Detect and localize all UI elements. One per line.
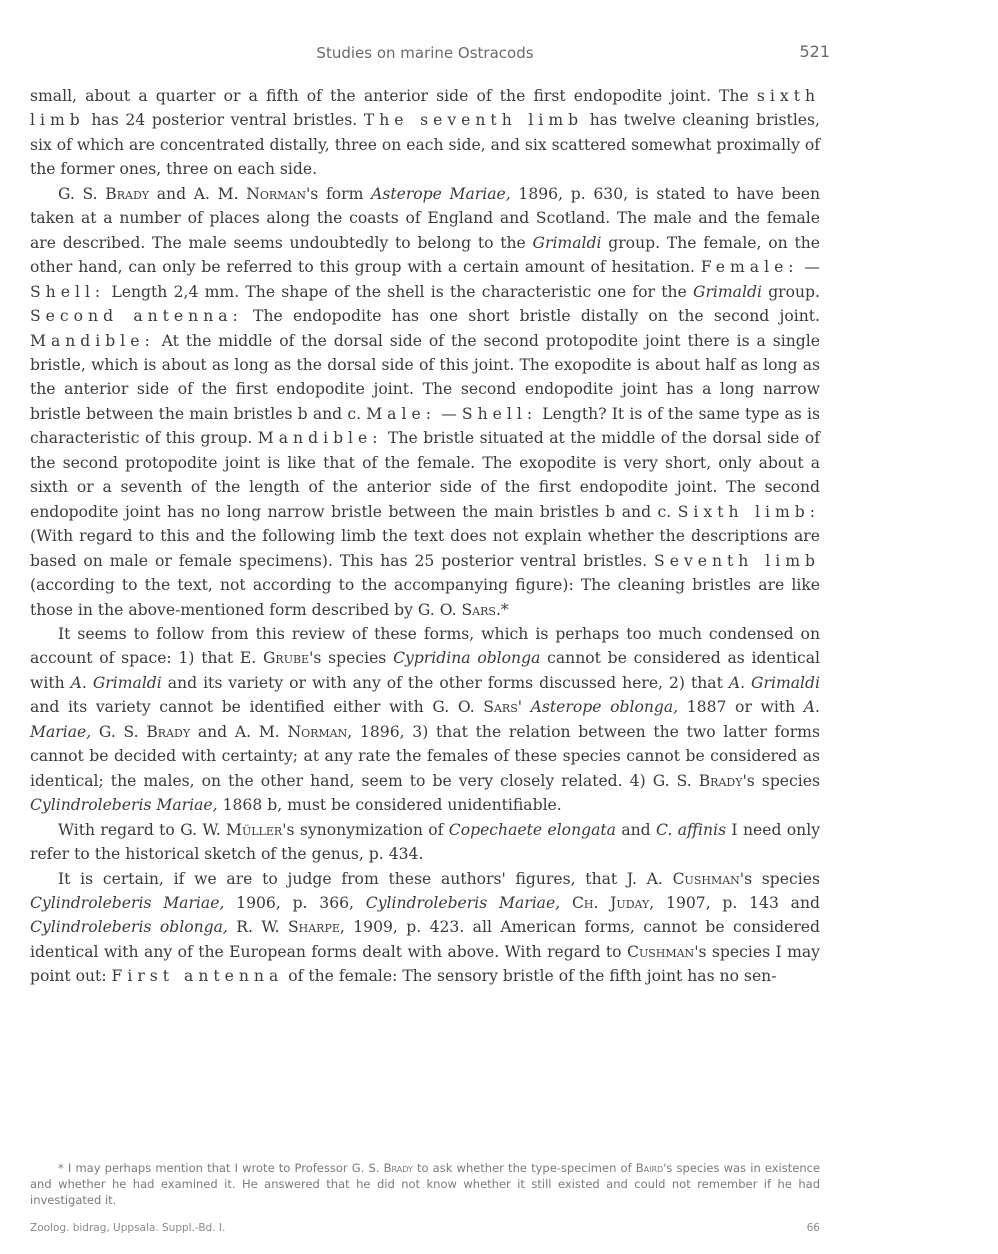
text: 's synonymization of bbox=[282, 820, 449, 839]
species-name: Asterope Mariae, bbox=[371, 184, 511, 203]
text: cannot be considered as identical with bbox=[30, 649, 821, 692]
text: The bristle situated at the middle of the dorsal side of the second protopodite joint is like that of the female. The exopodite is very short, only about a sixth or a seventh of the length of the anterior side of the first endopodite joint. The second endopodite joint has no long narrow bristle between the main bristles b and c. bbox=[30, 429, 821, 521]
spaced-heading: Seventh limb bbox=[654, 551, 820, 570]
paragraph bbox=[30, 622, 820, 818]
text bbox=[228, 918, 236, 936]
text: and bbox=[615, 820, 657, 839]
paragraph bbox=[30, 182, 820, 622]
sheet-number: 66 bbox=[806, 1222, 820, 1234]
text: group. bbox=[761, 282, 820, 301]
page-footer bbox=[30, 1222, 820, 1236]
text: , 1907, p. 143 and bbox=[649, 893, 820, 912]
text: With regard to bbox=[58, 820, 181, 839]
author-name: G. W. Müller bbox=[180, 820, 283, 839]
author-name: Baird bbox=[635, 1161, 664, 1175]
author-name: A. M. Norman bbox=[193, 184, 307, 203]
text: 's species was in existence and whether he had examined it. He answered that he did not know whether it still existed and could not remember if he had investigated it. bbox=[30, 1161, 821, 1207]
text: 's species bbox=[739, 869, 820, 888]
species-name: Copechaete elongata bbox=[448, 820, 616, 839]
text: — bbox=[798, 258, 820, 277]
spaced-heading: Shell: bbox=[461, 404, 538, 423]
footnote bbox=[30, 1160, 820, 1208]
page-header bbox=[30, 42, 830, 68]
author-name: A. M. Norman bbox=[234, 722, 348, 741]
text: 1868 b, must be considered unidentifiable. bbox=[217, 796, 562, 815]
spaced-heading: Second antenna: bbox=[30, 307, 243, 326]
spaced-heading: Mandible: bbox=[257, 429, 383, 448]
paragraph bbox=[30, 867, 820, 989]
spaced-heading: The seventh limb bbox=[363, 111, 584, 130]
author-name: Ch. Juday bbox=[571, 893, 650, 912]
text: — bbox=[435, 404, 462, 423]
spaced-heading: sixth limb bbox=[30, 87, 820, 130]
text: and bbox=[190, 722, 235, 741]
text: to ask whether the type-specimen of bbox=[412, 1161, 636, 1175]
text: * I may perhaps mention that I wrote to Professor bbox=[58, 1161, 352, 1175]
spaced-heading: First antenna bbox=[111, 967, 284, 986]
text: 's species I may point out: bbox=[30, 942, 820, 986]
spaced-heading: Male: bbox=[366, 404, 436, 423]
text: of the female: The sensory bristle of the fifth joint has no sen- bbox=[283, 967, 777, 986]
species-name: Asterope oblonga, bbox=[530, 698, 679, 717]
species-name: Cylindroleberis Mariae, bbox=[30, 893, 225, 912]
text: and its variety or with any of the other forms discussed here, 2) that bbox=[161, 673, 729, 692]
text: Length? It is of the same type as is characteristic of this group. bbox=[30, 404, 820, 448]
author-name: Cushman bbox=[627, 942, 695, 961]
page-number: 521 bbox=[799, 42, 830, 61]
text: , 1909, p. 423. all American forms, cannot be considered identical with any of the European forms dealt with above. With regard to bbox=[30, 918, 820, 961]
text: The endopodite has one short bristle distally on the second joint. bbox=[242, 307, 820, 326]
species-name: Grimaldi bbox=[693, 282, 762, 301]
footnote-marker: .* bbox=[495, 600, 509, 619]
body-text bbox=[30, 84, 820, 989]
author-name: E. Grube bbox=[239, 649, 310, 668]
author-name: G. S. Brady bbox=[58, 184, 150, 203]
journal-signature: Zoolog. bidrag, Uppsala. Suppl.-Bd. I. bbox=[30, 1222, 226, 1234]
text: It seems to follow from this review of these forms, which is perhaps too much condensed on account of space: 1) that bbox=[30, 624, 820, 668]
text: , 1896, 3) that the relation between the two latter forms cannot be decided with certainty; at any rate the females of these species cannot be considered as identical; the males, on the other hand, seem to be very closely related. 4) bbox=[30, 722, 820, 790]
text bbox=[91, 723, 99, 741]
text: has twelve cleaning bristles, six of which are concentrated distally, three on each side, and six scattered somewhat proximally of the former ones, three on each side. bbox=[30, 111, 820, 179]
text: small, about a quarter or a fifth of the anterior side of the first endopodite joint. The bbox=[30, 87, 757, 105]
author-name: G. S. Brady bbox=[351, 1161, 413, 1175]
text: 1896, p. 630, is stated to have been taken at a number of places along the coasts of England and Scotland. The male and the female are described. The male seems undoubtedly to belong to the bbox=[30, 184, 820, 252]
text: has 24 posterior ventral bristles. bbox=[84, 111, 364, 130]
author-name: G. O. Sars bbox=[432, 698, 518, 717]
text: ' bbox=[517, 698, 531, 717]
text: It is certain, if we are to judge from these authors' figures, that bbox=[58, 869, 627, 888]
text: and bbox=[149, 184, 194, 203]
spaced-heading: Sixth limb: bbox=[677, 502, 820, 521]
species-name: Cypridina oblonga bbox=[393, 649, 541, 668]
text: I need only refer to the historical sketch of the genus, p. 434. bbox=[30, 820, 821, 864]
paragraph bbox=[30, 84, 820, 182]
text: 1906, p. 366, bbox=[224, 893, 366, 912]
running-title: Studies on marine Ostracods bbox=[316, 44, 534, 62]
text: 's form bbox=[306, 184, 372, 203]
text: and its variety cannot be identified either with bbox=[30, 698, 433, 717]
author-name: G. O. Sars bbox=[417, 600, 496, 619]
text: 's species bbox=[742, 771, 820, 790]
text: 's species bbox=[309, 649, 394, 668]
species-name: Cylindroleberis Mariae, bbox=[365, 893, 561, 912]
text: At the middle of the dorsal side of the second protopodite joint there is a single bristle, which is about as long as the dorsal side of this joint. The exopodite is about half as long as the anterior side of the first endopodite joint. The second endopodite joint has a long narrow bristle between the main bristles b and c. bbox=[30, 331, 820, 423]
author-name: G. S. Brady bbox=[98, 722, 191, 741]
species-name: A. Mariae, bbox=[30, 698, 821, 741]
author-name: J. A. Cushman bbox=[626, 869, 740, 888]
species-name: Cylindroleberis Mariae, bbox=[30, 796, 218, 815]
spaced-heading: Mandible: bbox=[30, 331, 155, 350]
text: 1887 or with bbox=[678, 698, 804, 717]
species-name: C. affinis bbox=[656, 820, 727, 839]
text: Length 2,4 mm. The shape of the shell is the characteristic one for the bbox=[105, 282, 693, 301]
species-name: Cylindroleberis oblonga, bbox=[30, 918, 228, 937]
text: group. The female, on the other hand, can only be referred to this group with a certain amount of hesitation. bbox=[30, 233, 820, 277]
species-name: A. Grimaldi bbox=[70, 673, 162, 692]
author-name: R. W. Sharpe bbox=[236, 918, 340, 937]
spaced-heading: Shell: bbox=[30, 282, 106, 301]
author-name: G. S. Brady bbox=[652, 771, 743, 790]
spaced-heading: Female: bbox=[700, 258, 799, 277]
paragraph bbox=[30, 818, 820, 867]
text: (according to the text, not according to the accompanying figure): The cleaning bristles are like those in the above-mentioned form described by bbox=[30, 576, 820, 619]
text bbox=[560, 894, 572, 912]
species-name: A. Grimaldi bbox=[728, 673, 820, 692]
text: (With regard to this and the following limb the text does not explain whether the descriptions are based on male or female specimens). This has 25 posterior ventral bristles. bbox=[30, 527, 820, 570]
species-name: Grimaldi bbox=[532, 233, 602, 252]
